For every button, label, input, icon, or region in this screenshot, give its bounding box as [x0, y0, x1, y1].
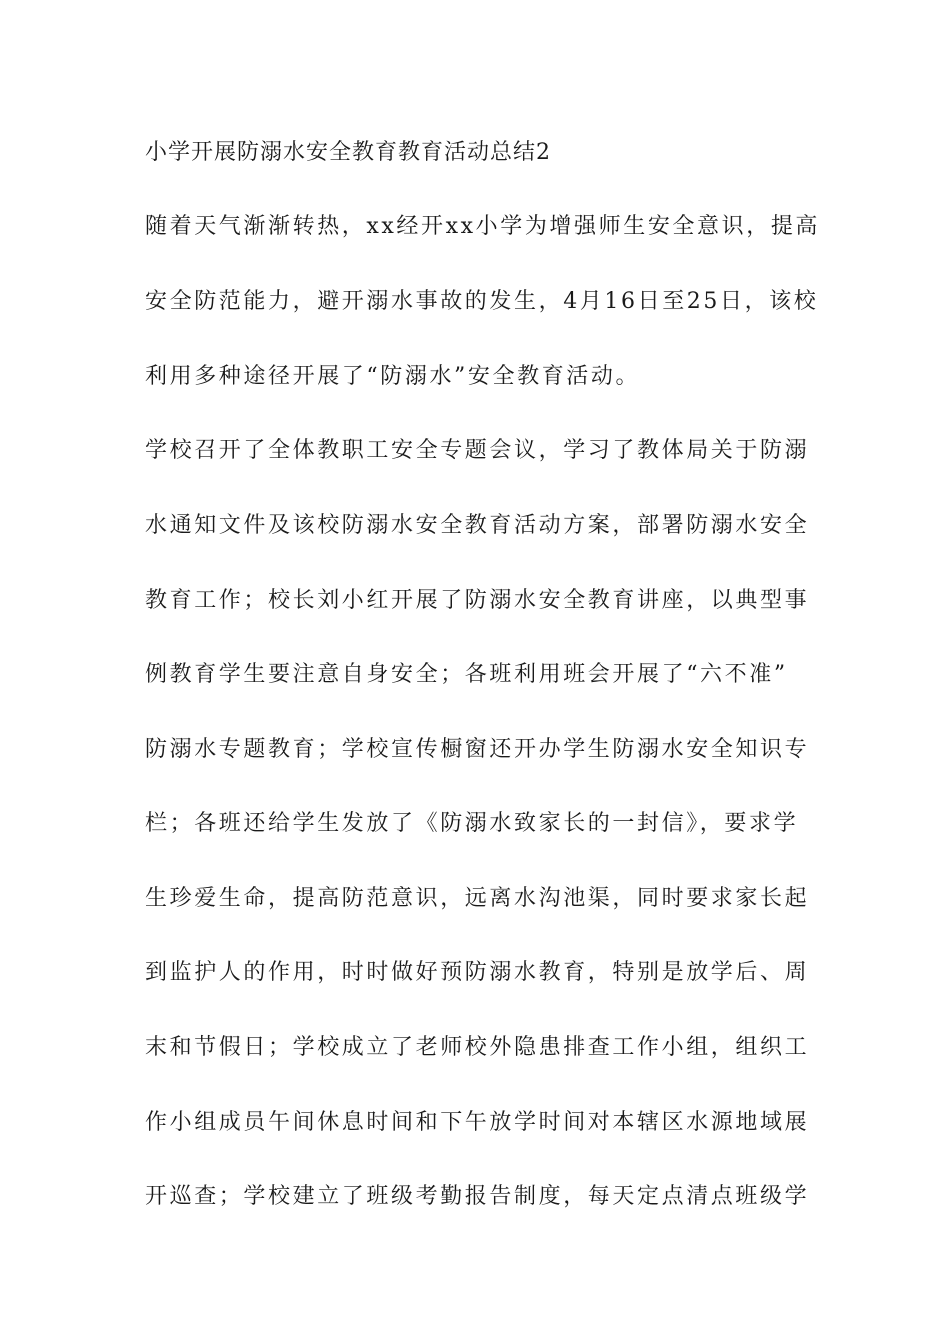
document-title: 小学开展防溺水安全教育教育活动总结2: [145, 140, 551, 165]
paragraph-line-1: 随着天气渐渐转热，xx经开xx小学为增强师生安全意识，提高: [145, 214, 821, 239]
paragraph-line-2: 安全防范能力，避开溺水事故的发生，4月16日至25日，该校: [145, 289, 819, 314]
paragraph-line-14: 开巡查；学校建立了班级考勤报告制度，每天定点清点班级学: [145, 1184, 810, 1209]
paragraph-line-5: 水通知文件及该校防溺水安全教育活动方案，部署防溺水安全: [145, 513, 810, 538]
paragraph-line-11: 到监护人的作用，时时做好预防溺水教育，特别是放学后、周: [145, 960, 810, 985]
paragraph-line-6: 教育工作；校长刘小红开展了防溺水安全教育讲座，以典型事: [145, 588, 810, 613]
paragraph-line-8: 防溺水专题教育；学校宣传橱窗还开办学生防溺水安全知识专: [145, 737, 810, 762]
paragraph-line-9: 栏；各班还给学生发放了《防溺水致家长的一封信》，要求学: [145, 811, 799, 836]
paragraph-line-10: 生珍爱生命，提高防范意识，远离水沟池渠，同时要求家长起: [145, 886, 810, 911]
paragraph-line-7: 例教育学生要注意自身安全；各班利用班会开展了“六不准”: [145, 662, 788, 687]
paragraph-line-13: 作小组成员午间休息时间和下午放学时间对本辖区水源地域展: [145, 1110, 810, 1135]
paragraph-line-3: 利用多种途径开展了“防溺水”安全教育活动。: [145, 364, 641, 389]
paragraph-line-12: 末和节假日；学校成立了老师校外隐患排查工作小组，组织工: [145, 1035, 810, 1060]
paragraph-line-4: 学校召开了全体教职工安全专题会议，学习了教体局关于防溺: [145, 438, 810, 463]
